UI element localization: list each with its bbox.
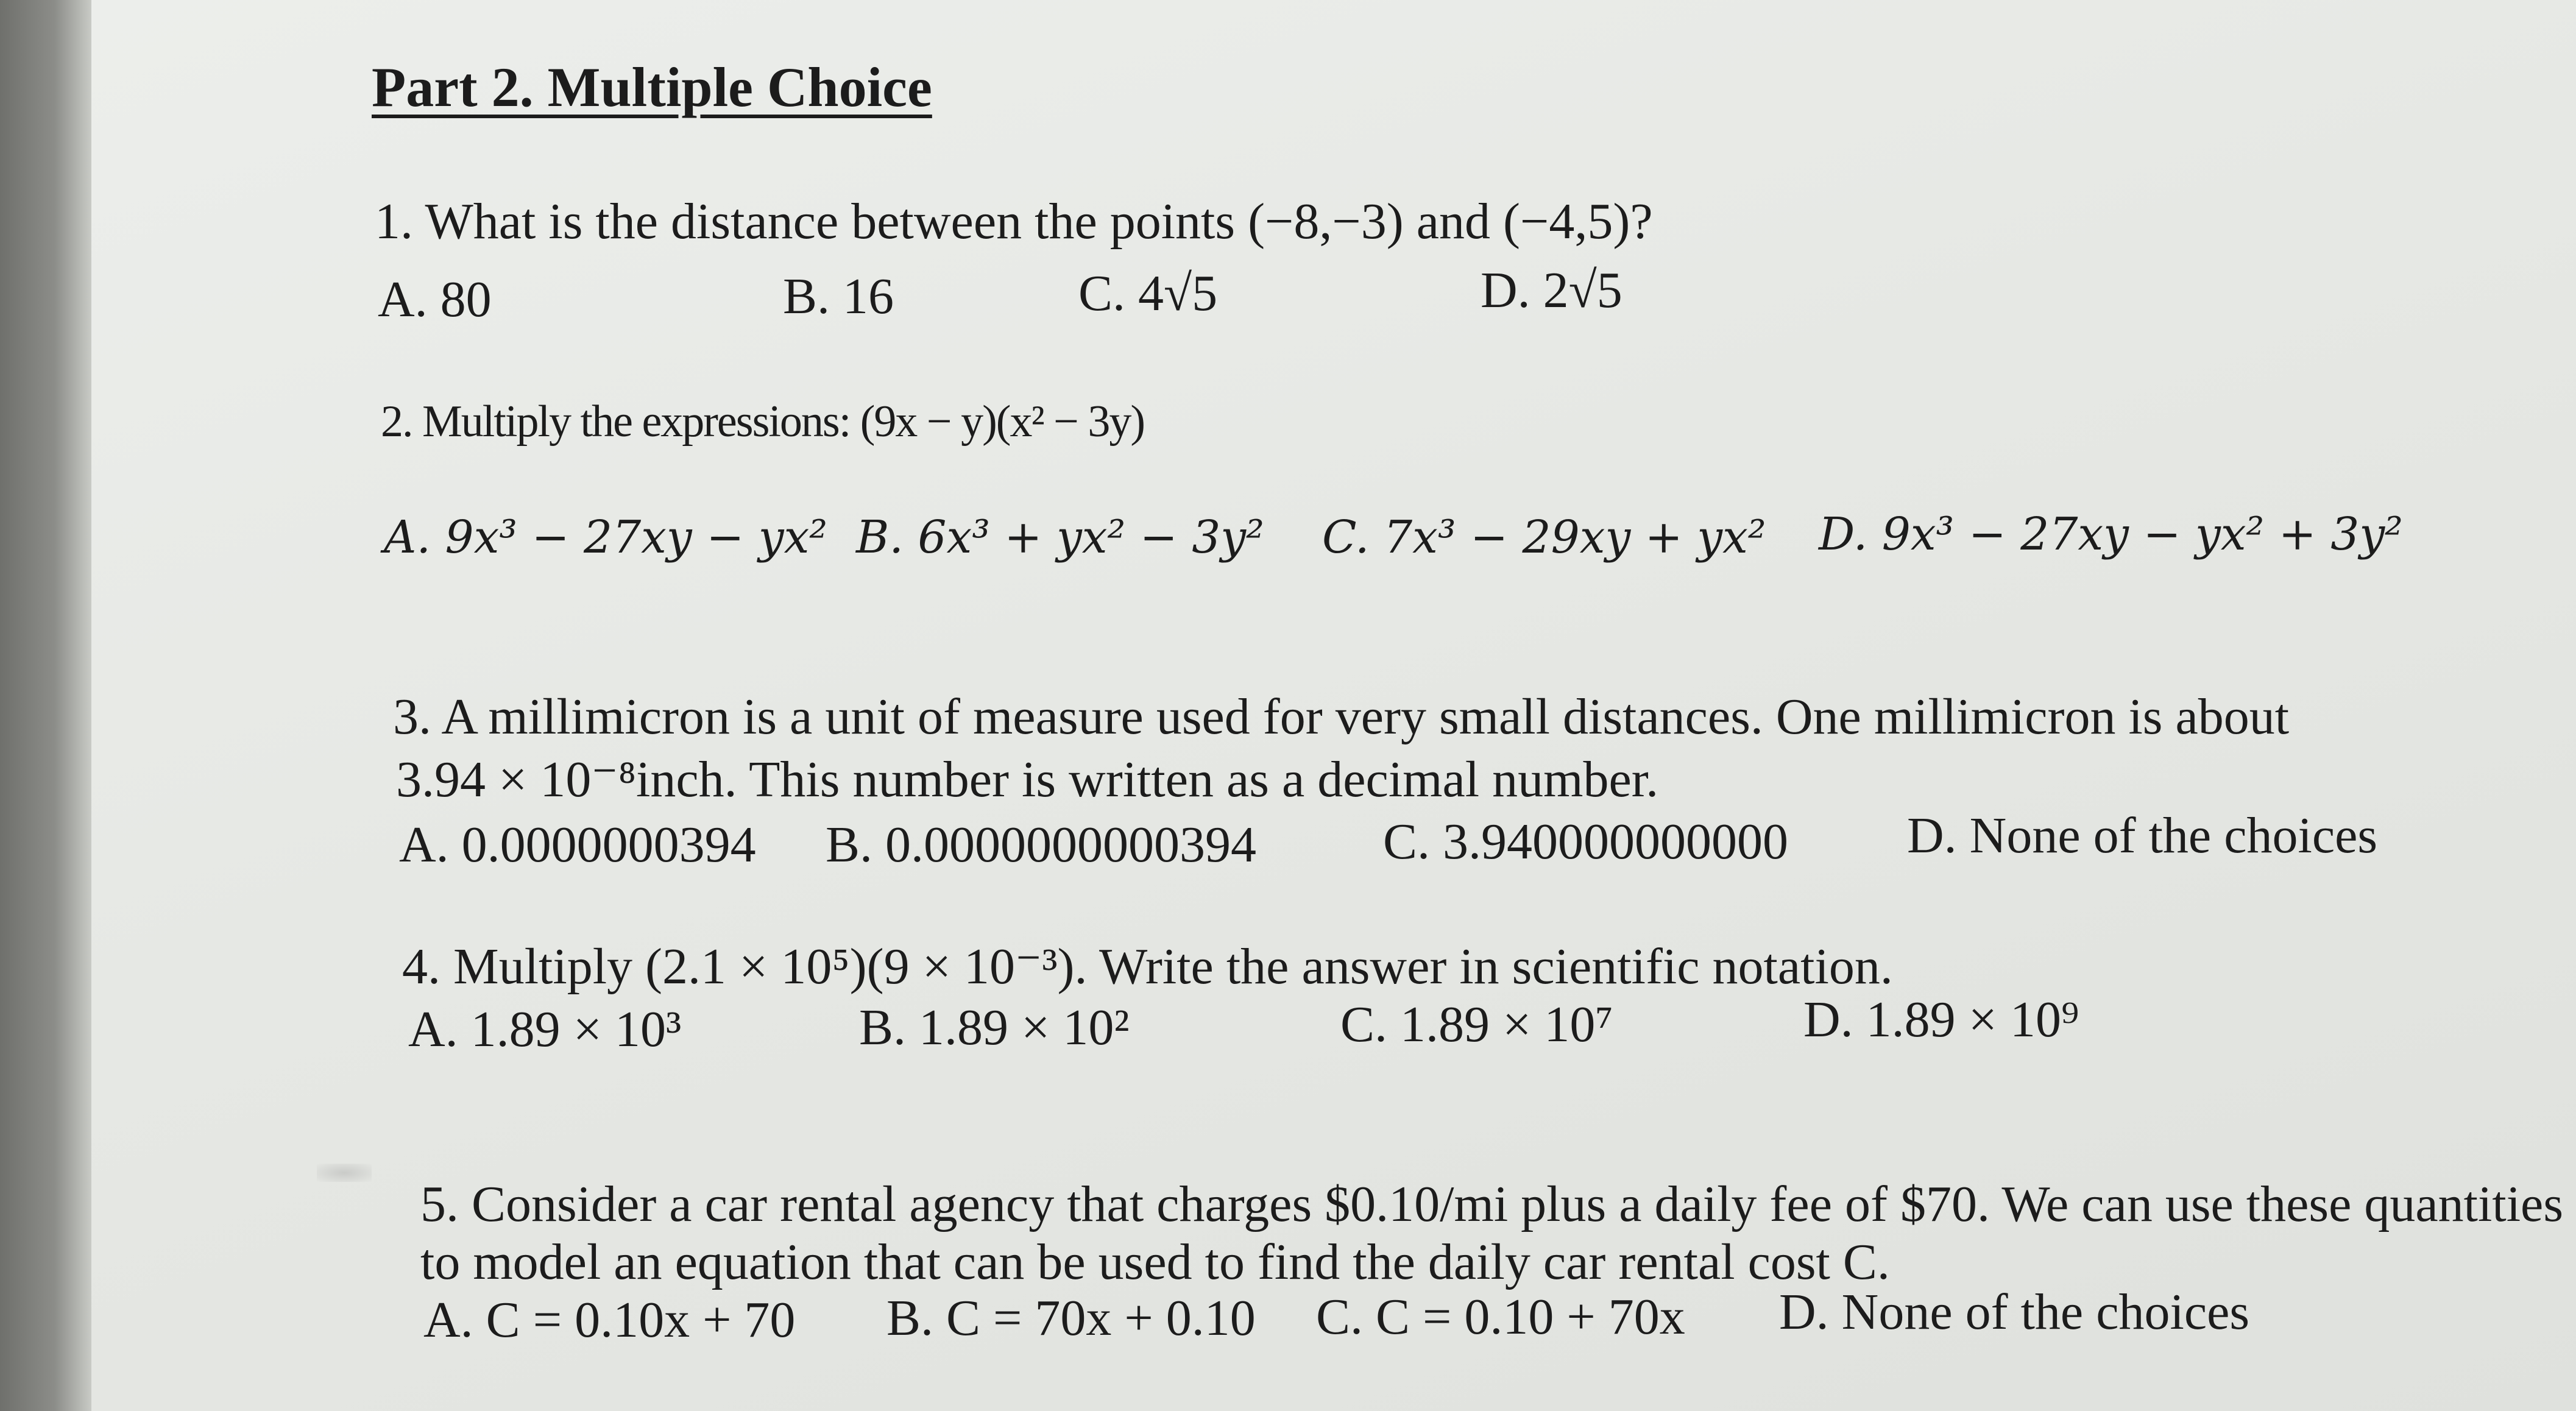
question-5-prompt-line-2: to model an equation that can be used to find the daily car rental cost C. (420, 1234, 1890, 1290)
question-2-option-b[interactable]: B. 6x³ + yx² − 3y² (856, 511, 1264, 564)
question-4-option-a[interactable]: A. 1.89 × 10³ (408, 1001, 682, 1058)
question-3-prompt-line-1: 3. A millimicron is a unit of measure used for very small distances. One millimicron is about (393, 688, 2290, 745)
question-5-prompt-line-1: 5. Consider a car rental agency that charges $0.10/mi plus a daily fee of $70. We can use these quantities (420, 1176, 2564, 1232)
question-2-option-d[interactable]: D. 9x³ − 27xy − yx² + 3y² (1819, 508, 2403, 561)
question-2-option-c[interactable]: C. 7x³ − 29xy + yx² (1322, 511, 1766, 564)
question-4-option-d[interactable]: D. 1.89 × 10⁹ (1803, 991, 2079, 1048)
page-edge-shadow (0, 0, 91, 1411)
question-1-option-a[interactable]: A. 80 (378, 271, 492, 328)
paper-smudge (317, 1164, 372, 1182)
question-5-option-b[interactable]: B. C = 70x + 0.10 (886, 1290, 1256, 1346)
question-1-option-b[interactable]: B. 16 (783, 268, 894, 325)
question-3-option-d[interactable]: D. None of the choices (1907, 807, 2378, 864)
question-4-option-c[interactable]: C. 1.89 × 10⁷ (1340, 996, 1613, 1053)
question-3-option-c[interactable]: C. 3.940000000000 (1383, 813, 1789, 870)
question-3-option-b[interactable]: B. 0.0000000000394 (826, 816, 1257, 873)
question-3-option-a[interactable]: A. 0.0000000394 (399, 816, 756, 873)
question-5-option-c[interactable]: C. C = 0.10 + 70x (1316, 1289, 1685, 1345)
question-1-option-d[interactable]: D. 2√5 (1481, 262, 1622, 319)
question-4-prompt: 4. Multiply (2.1 × 10⁵)(9 × 10⁻³). Write the answer in scientific notation. (402, 938, 1893, 995)
question-2-option-a[interactable]: A. 9x³ − 27xy − yx² (384, 511, 827, 564)
question-3-prompt-line-2: 3.94 × 10⁻⁸inch. This number is written as a decimal number. (396, 751, 1659, 808)
question-2-prompt: 2. Multiply the expressions: (9x − y)(x² − 3y) (381, 397, 1145, 447)
section-heading: Part 2. Multiple Choice (372, 56, 932, 118)
question-4-option-b[interactable]: B. 1.89 × 10² (859, 999, 1130, 1056)
question-5-option-a[interactable]: A. C = 0.10x + 70 (423, 1292, 796, 1348)
question-1-option-c[interactable]: C. 4√5 (1078, 265, 1218, 322)
question-1-prompt: 1. What is the distance between the points (−8,−3) and (−4,5)? (375, 193, 1653, 250)
question-5-option-d[interactable]: D. None of the choices (1779, 1284, 2250, 1340)
